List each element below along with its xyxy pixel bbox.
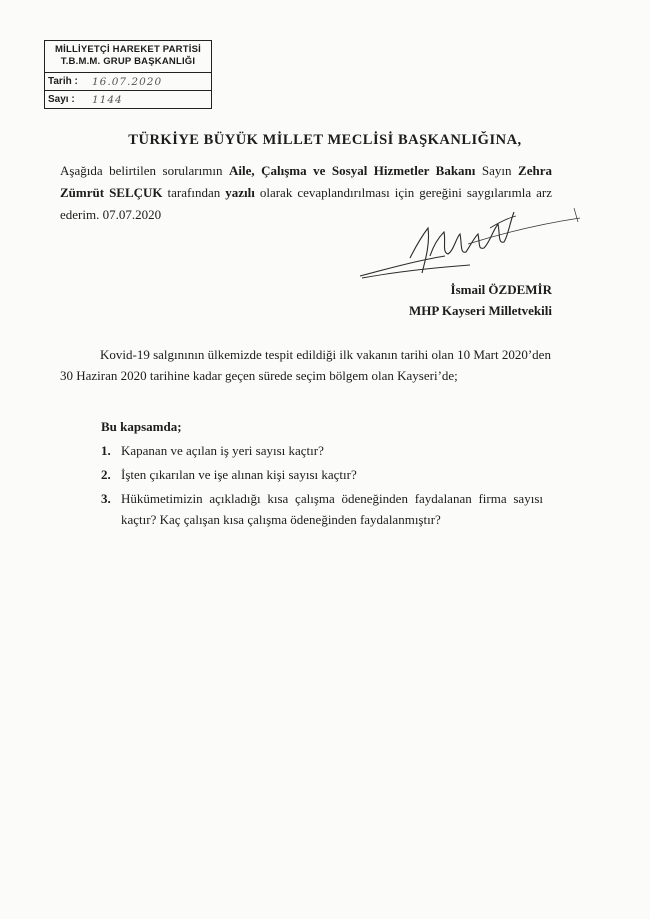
party-stamp — [44, 40, 212, 109]
stamp-date-label: Tarih : — [48, 76, 78, 87]
signer-name: İsmail ÖZDEMİR — [450, 282, 552, 297]
stamp-date-row — [45, 73, 211, 90]
question-number: 1. — [101, 443, 111, 458]
question-number: 2. — [101, 467, 111, 482]
letter-title: TÜRKİYE BÜYÜK MİLLET MECLİSİ BAŞKANLIĞINA, — [128, 132, 522, 148]
question-list — [101, 440, 543, 533]
stamp-date-value: 16.07.2020 — [92, 75, 163, 88]
question-item — [101, 464, 543, 485]
question-item — [101, 488, 543, 530]
intro-text-2: Sayın — [475, 163, 519, 178]
intro-ministry: Aile, Çalışma ve Sosyal Hizmetler Bakanı — [228, 163, 476, 178]
body-paragraph: Kovid-19 salgınının ülkemizde tespit edildiği ilk vakanın tarihi olan 10 Mart 2020’den 30 Haziran 2020 tarihine kadar geçen sürede seçim bölgem olan Kayseri’de; — [60, 347, 551, 383]
question-item — [101, 440, 543, 461]
stamp-party: MİLLİYETÇİ HAREKET PARTİSİ — [55, 44, 201, 55]
stamp-number-label: Sayı : — [48, 94, 75, 105]
intro-written: yazılı — [225, 185, 255, 200]
signer-block — [380, 279, 552, 321]
scope-heading: Bu kapsamda; — [101, 419, 182, 434]
intro-text-1: Aşağıda belirtilen sorularımın — [60, 163, 229, 178]
intro-text-3: tarafından — [162, 185, 226, 200]
stamp-number-row — [45, 90, 211, 108]
stamp-group: T.B.M.M. GRUP BAŞKANLIĞI — [60, 56, 196, 67]
question-number: 3. — [101, 491, 111, 506]
question-text: Kapanan ve açılan iş yeri sayısı kaçtır? — [121, 443, 324, 458]
question-text: İşten çıkarılan ve işe alınan kişi sayısı kaçtır? — [121, 467, 357, 482]
intro-minister-name: Zehra Zümrüt SELÇUK — [60, 163, 552, 200]
signer-title: MHP Kayseri Milletvekili — [409, 303, 552, 318]
intro-text-4: olarak cevaplandırılması için gereğini saygılarımla arz ederim. 07.07.2020 — [60, 185, 552, 222]
question-text: Hükümetimizin açıkladığı kısa çalışma ödeneğinden faydalanan firma sayısı kaçtır? Kaç çalışan kısa çalışma ödeneğinden faydalanmıştır? — [121, 491, 543, 527]
stamp-header — [45, 41, 211, 73]
stamp-number-value: 1144 — [92, 93, 123, 106]
